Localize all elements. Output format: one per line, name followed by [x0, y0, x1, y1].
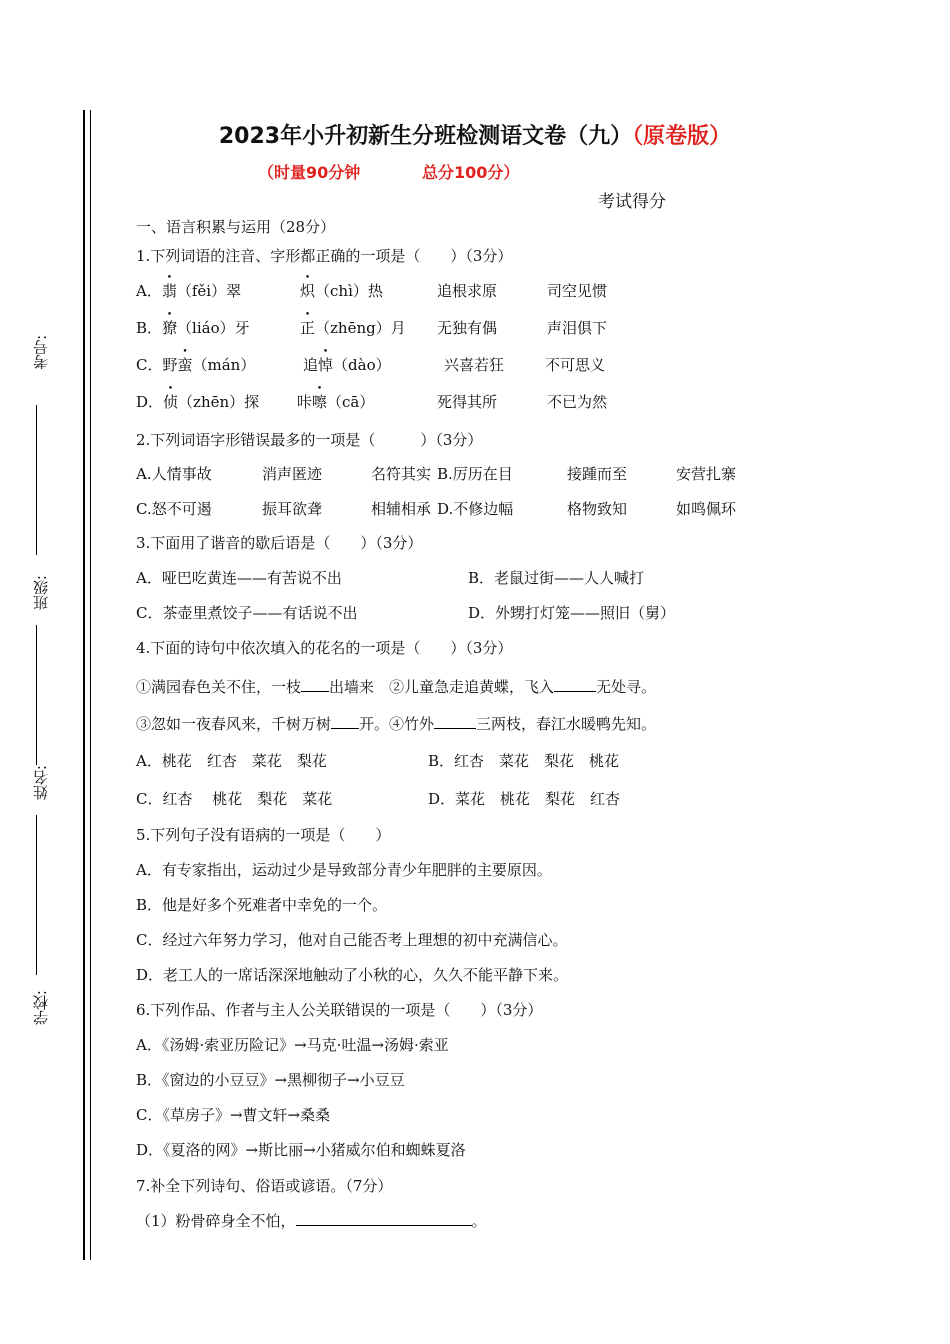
q3-option-b[interactable]: B．老鼠过街——人人喊打: [468, 569, 645, 587]
score-label: 总分100分）: [422, 163, 520, 182]
q2-row2-c[interactable]: C.怒不可遏: [136, 500, 212, 518]
name-label: 姓名:: [32, 765, 50, 801]
time-label: （时量90分钟: [258, 163, 361, 182]
exam-no-label: 考号:: [32, 334, 50, 370]
q4-blank-1[interactable]: [301, 691, 329, 692]
q4-option-d[interactable]: D．菜花 桃花 梨花 红杏: [428, 790, 621, 808]
q4-option-c[interactable]: C．红杏 桃花 梨花 菜花: [136, 790, 333, 808]
q2-row2-d3: 如鸣佩环: [676, 500, 737, 518]
q7-blank-1[interactable]: [296, 1225, 472, 1226]
q2-row2-d[interactable]: D.不修边幅: [437, 500, 514, 518]
q4-blank-2[interactable]: [554, 691, 596, 692]
school-label: 学校:: [32, 990, 50, 1026]
page-title: [0, 119, 950, 150]
q3-stem: 3.下面用了谐音的歇后语是（ ）（3分）: [136, 534, 423, 552]
q5-option-b[interactable]: B．他是好多个死难者中幸免的一个。: [136, 896, 388, 914]
title-main: 2023年小升初新生分班检测语文卷（九）: [218, 124, 633, 149]
q1-option-c[interactable]: C．野蛮（mán）: [136, 356, 256, 374]
q1-option-a-3: 追根求原: [437, 282, 498, 300]
title-tag: （原卷版）: [632, 124, 732, 149]
q6-option-a[interactable]: A．《汤姆·索亚历险记》→马克·吐温→汤姆·索亚: [136, 1036, 449, 1054]
q4-blank-4[interactable]: [434, 728, 476, 729]
q1-option-d-2: 咔嚓（cā）: [297, 393, 375, 411]
q4-line2: ③忽如一夜春风来，千树万树 开。④竹外 三两枝，春江水暖鸭先知。: [136, 715, 657, 733]
q3-option-d[interactable]: D．外甥打灯笼——照旧（舅）: [468, 604, 676, 622]
q2-row2-d2: 格物致知: [567, 500, 628, 518]
exam-no-field[interactable]: [30, 330, 51, 370]
q1-option-b-3: 无独有偶: [437, 319, 498, 337]
q1-option-d[interactable]: D．侦（zhēn）探: [136, 393, 260, 411]
binding-line-outer: [83, 110, 85, 1260]
q3-option-a[interactable]: A．哑巴吃黄连——有苦说不出: [136, 569, 342, 587]
q1-option-b[interactable]: B．獠（liáo）牙: [136, 319, 250, 337]
q2-row1-b3: 安营扎寨: [676, 465, 737, 483]
q5-stem: 5.下列句子没有语病的一项是（ ）: [136, 826, 391, 844]
q1-option-a[interactable]: A．翡（fěi）翠: [136, 282, 242, 300]
q1-option-d-4: 不已为然: [547, 393, 608, 411]
q6-option-b[interactable]: B．《窗边的小豆豆》→黑柳彻子→小豆豆: [136, 1071, 405, 1089]
q2-stem: 2.下列词语字形错误最多的一项是（ ）（3分）: [136, 431, 483, 449]
q6-option-c[interactable]: C．《草房子》→曹文轩→桑桑: [136, 1106, 331, 1124]
q4-line1: ①满园春色关不住，一枝 出墙来 ②儿童急走追黄蝶，飞入 无处寻。: [136, 678, 657, 696]
q5-option-d[interactable]: D．老工人的一席话深深地触动了小秋的心，久久不能平静下来。: [136, 966, 569, 984]
q1-option-c-3: 兴喜若狂: [444, 356, 505, 374]
q2-row1-a2: 消声匿迹: [262, 465, 323, 483]
q2-row2-c3: 相辅相承: [371, 500, 432, 518]
q2-row1-b2: 接踵而至: [567, 465, 628, 483]
q6-stem: 6.下列作品、作者与主人公关联错误的一项是（ ）（3分）: [136, 1001, 543, 1019]
q1-option-a-2: 炽（chì）热: [300, 282, 383, 300]
q2-row1-a3: 名符其实: [371, 465, 432, 483]
q4-option-a[interactable]: A．桃花 红杏 菜花 梨花: [136, 752, 327, 770]
q1-stem: 1.下列词语的注音、字形都正确的一项是（ ）（3分）: [136, 247, 513, 265]
q3-option-c[interactable]: C．茶壶里煮饺子——有话说不出: [136, 604, 358, 622]
q6-option-d[interactable]: D．《夏洛的网》→斯比丽→小猪威尔伯和蜘蛛夏洛: [136, 1141, 466, 1159]
name-line[interactable]: [36, 815, 37, 975]
q1-option-d-3: 死得其所: [437, 393, 498, 411]
q2-row1-a[interactable]: A.人情事故: [136, 465, 212, 483]
q4-blank-3[interactable]: [331, 728, 359, 729]
q5-option-c[interactable]: C．经过六年努力学习，他对自己能否考上理想的初中充满信心。: [136, 931, 568, 949]
q7-stem: 7.补全下列诗句、俗语或谚语。（7分）: [136, 1177, 393, 1195]
binding-line-inner: [90, 110, 91, 1260]
q2-row2-c2: 振耳欲聋: [262, 500, 323, 518]
q1-option-c-4: 不可思义: [545, 356, 606, 374]
class-line[interactable]: [36, 625, 37, 765]
class-label: 班级:: [32, 575, 50, 611]
q4-option-b[interactable]: B．红杏 菜花 梨花 桃花: [428, 752, 620, 770]
q5-option-a[interactable]: A．有专家指出，运动过少是导致部分青少年肥胖的主要原因。: [136, 861, 552, 879]
exam-no-line: [36, 405, 37, 555]
q1-option-c-2: 追悼（dào）: [303, 356, 391, 374]
q2-row1-b[interactable]: B.厉历在目: [437, 465, 513, 483]
q1-option-a-4: 司空见惯: [547, 282, 608, 300]
section-heading: 一、语言积累与运用（28分）: [136, 218, 336, 236]
q4-stem: 4.下面的诗句中依次填入的花名的一项是（ ）（3分）: [136, 639, 513, 657]
q1-option-b-4: 声泪俱下: [547, 319, 608, 337]
score-box-label: 考试得分: [598, 192, 666, 212]
q7-item-1: （1）粉骨碎身全不怕， 。: [136, 1212, 487, 1230]
q1-option-b-2: 正（zhēng）月: [300, 319, 406, 337]
